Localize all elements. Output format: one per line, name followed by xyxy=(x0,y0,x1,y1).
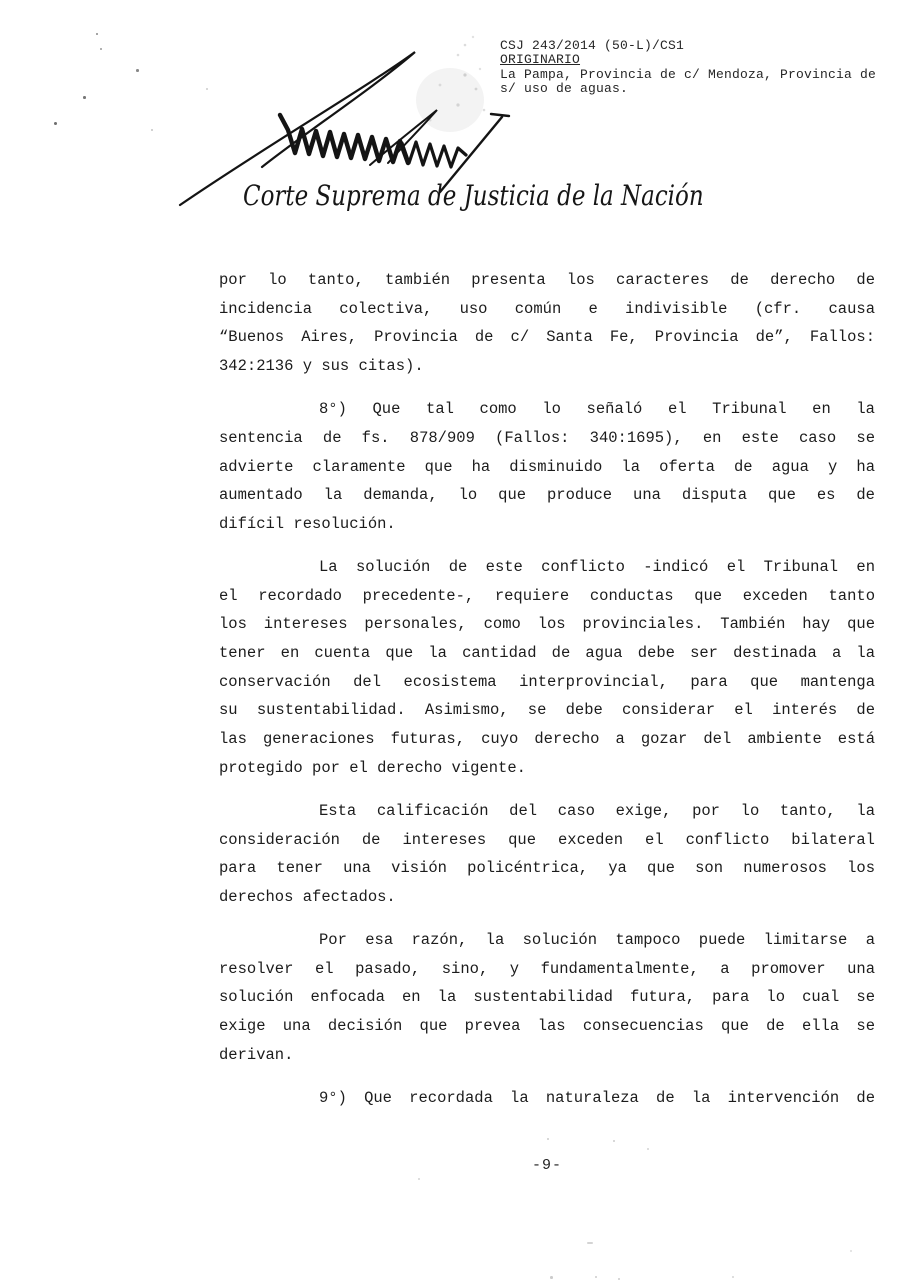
document-body xyxy=(219,266,875,1127)
body-line: conservación del ecosistema interprovincial, para que mantenga xyxy=(219,672,875,691)
paragraph xyxy=(219,797,875,912)
scan-speck xyxy=(550,1276,553,1279)
body-line: aumentado la demanda, lo que produce una disputa que es de xyxy=(219,486,875,505)
scan-speck xyxy=(618,1278,620,1280)
scan-speck xyxy=(595,1276,597,1278)
case-caption-line-1: La Pampa, Provincia de c/ Mendoza, Provincia de xyxy=(500,66,877,82)
paragraph xyxy=(219,395,875,539)
body-line: “Buenos Aires, Provincia de c/ Santa Fe, Provincia de”, Fallos: xyxy=(219,328,875,347)
case-type: ORIGINARIO xyxy=(500,52,581,68)
body-line: derivan. xyxy=(219,1045,294,1064)
scan-speck xyxy=(206,88,208,90)
body-line: exige una decisión que prevea las consecuencias que de ella se xyxy=(219,1017,875,1036)
scan-speck xyxy=(96,33,98,35)
body-line: derechos afectados. xyxy=(219,887,396,906)
body-line: 342:2136 y sus citas). xyxy=(219,357,424,376)
body-line: 8°) Que tal como lo señaló el Tribunal en la xyxy=(319,400,875,419)
body-line: Esta calificación del caso exige, por lo tanto, la xyxy=(319,801,875,820)
body-line: Por esa razón, la solución tampoco puede limitarse a xyxy=(319,930,875,949)
body-line: las generaciones futuras, cuyo derecho a gozar del ambiente está xyxy=(219,730,875,749)
scan-speck xyxy=(100,48,102,50)
case-caption-line-2: s/ uso de aguas. xyxy=(500,81,629,97)
scan-speck xyxy=(547,1138,549,1140)
body-line: solución enfocada en la sustentabilidad futura, para lo cual se xyxy=(219,988,875,1007)
scan-speck xyxy=(850,1250,852,1252)
paragraph xyxy=(219,553,875,783)
body-line: consideración de intereses que exceden el conflicto bilateral xyxy=(219,830,875,849)
body-line: para tener una visión policéntrica, ya que son numerosos los xyxy=(219,859,875,878)
body-line: sentencia de fs. 878/909 (Fallos: 340:1695), en este caso se xyxy=(219,428,875,447)
scan-speck xyxy=(83,96,86,99)
body-line: La solución de este conflicto -indicó el Tribunal en xyxy=(319,557,875,576)
body-line: incidencia colectiva, uso común e indivisible (cfr. causa xyxy=(219,299,875,318)
case-header xyxy=(500,39,876,97)
court-name-masthead: Corte Suprema de Justicia de la Nación xyxy=(243,179,704,212)
page-number: -9- xyxy=(531,1157,562,1174)
body-line: 9°) Que recordada la naturaleza de la intervención de xyxy=(319,1088,875,1107)
body-line: el recordado precedente-, requiere conductas que exceden tanto xyxy=(219,586,875,605)
body-line: advierte claramente que ha disminuido la oferta de agua y ha xyxy=(219,457,875,476)
stamp-smudge-icon xyxy=(416,36,485,132)
scan-speck xyxy=(136,69,139,72)
paragraph xyxy=(219,926,875,1070)
scan-speck xyxy=(54,122,57,125)
scan-speck xyxy=(613,1140,615,1142)
scan-speck xyxy=(587,1242,593,1244)
body-line: los intereses personales, como los provinciales. También hay que xyxy=(219,615,875,634)
scan-speck xyxy=(647,1148,649,1150)
body-line: protegido por el derecho vigente. xyxy=(219,758,526,777)
scan-speck xyxy=(732,1276,734,1278)
paragraph xyxy=(219,1084,875,1113)
body-line: su sustentabilidad. Asimismo, se debe considerar el interés de xyxy=(219,701,875,720)
body-line: resolver el pasado, sino, y fundamentalmente, a promover una xyxy=(219,959,875,978)
body-line: por lo tanto, también presenta los caracteres de derecho de xyxy=(219,271,875,289)
body-line: tener en cuenta que la cantidad de agua debe ser destinada a la xyxy=(219,644,875,663)
scan-speck xyxy=(418,1178,420,1180)
scan-speck xyxy=(151,129,153,131)
body-line: difícil resolución. xyxy=(219,514,396,533)
case-number: CSJ 243/2014 (50-L)/CS1 xyxy=(500,38,685,53)
paragraph xyxy=(219,266,875,381)
